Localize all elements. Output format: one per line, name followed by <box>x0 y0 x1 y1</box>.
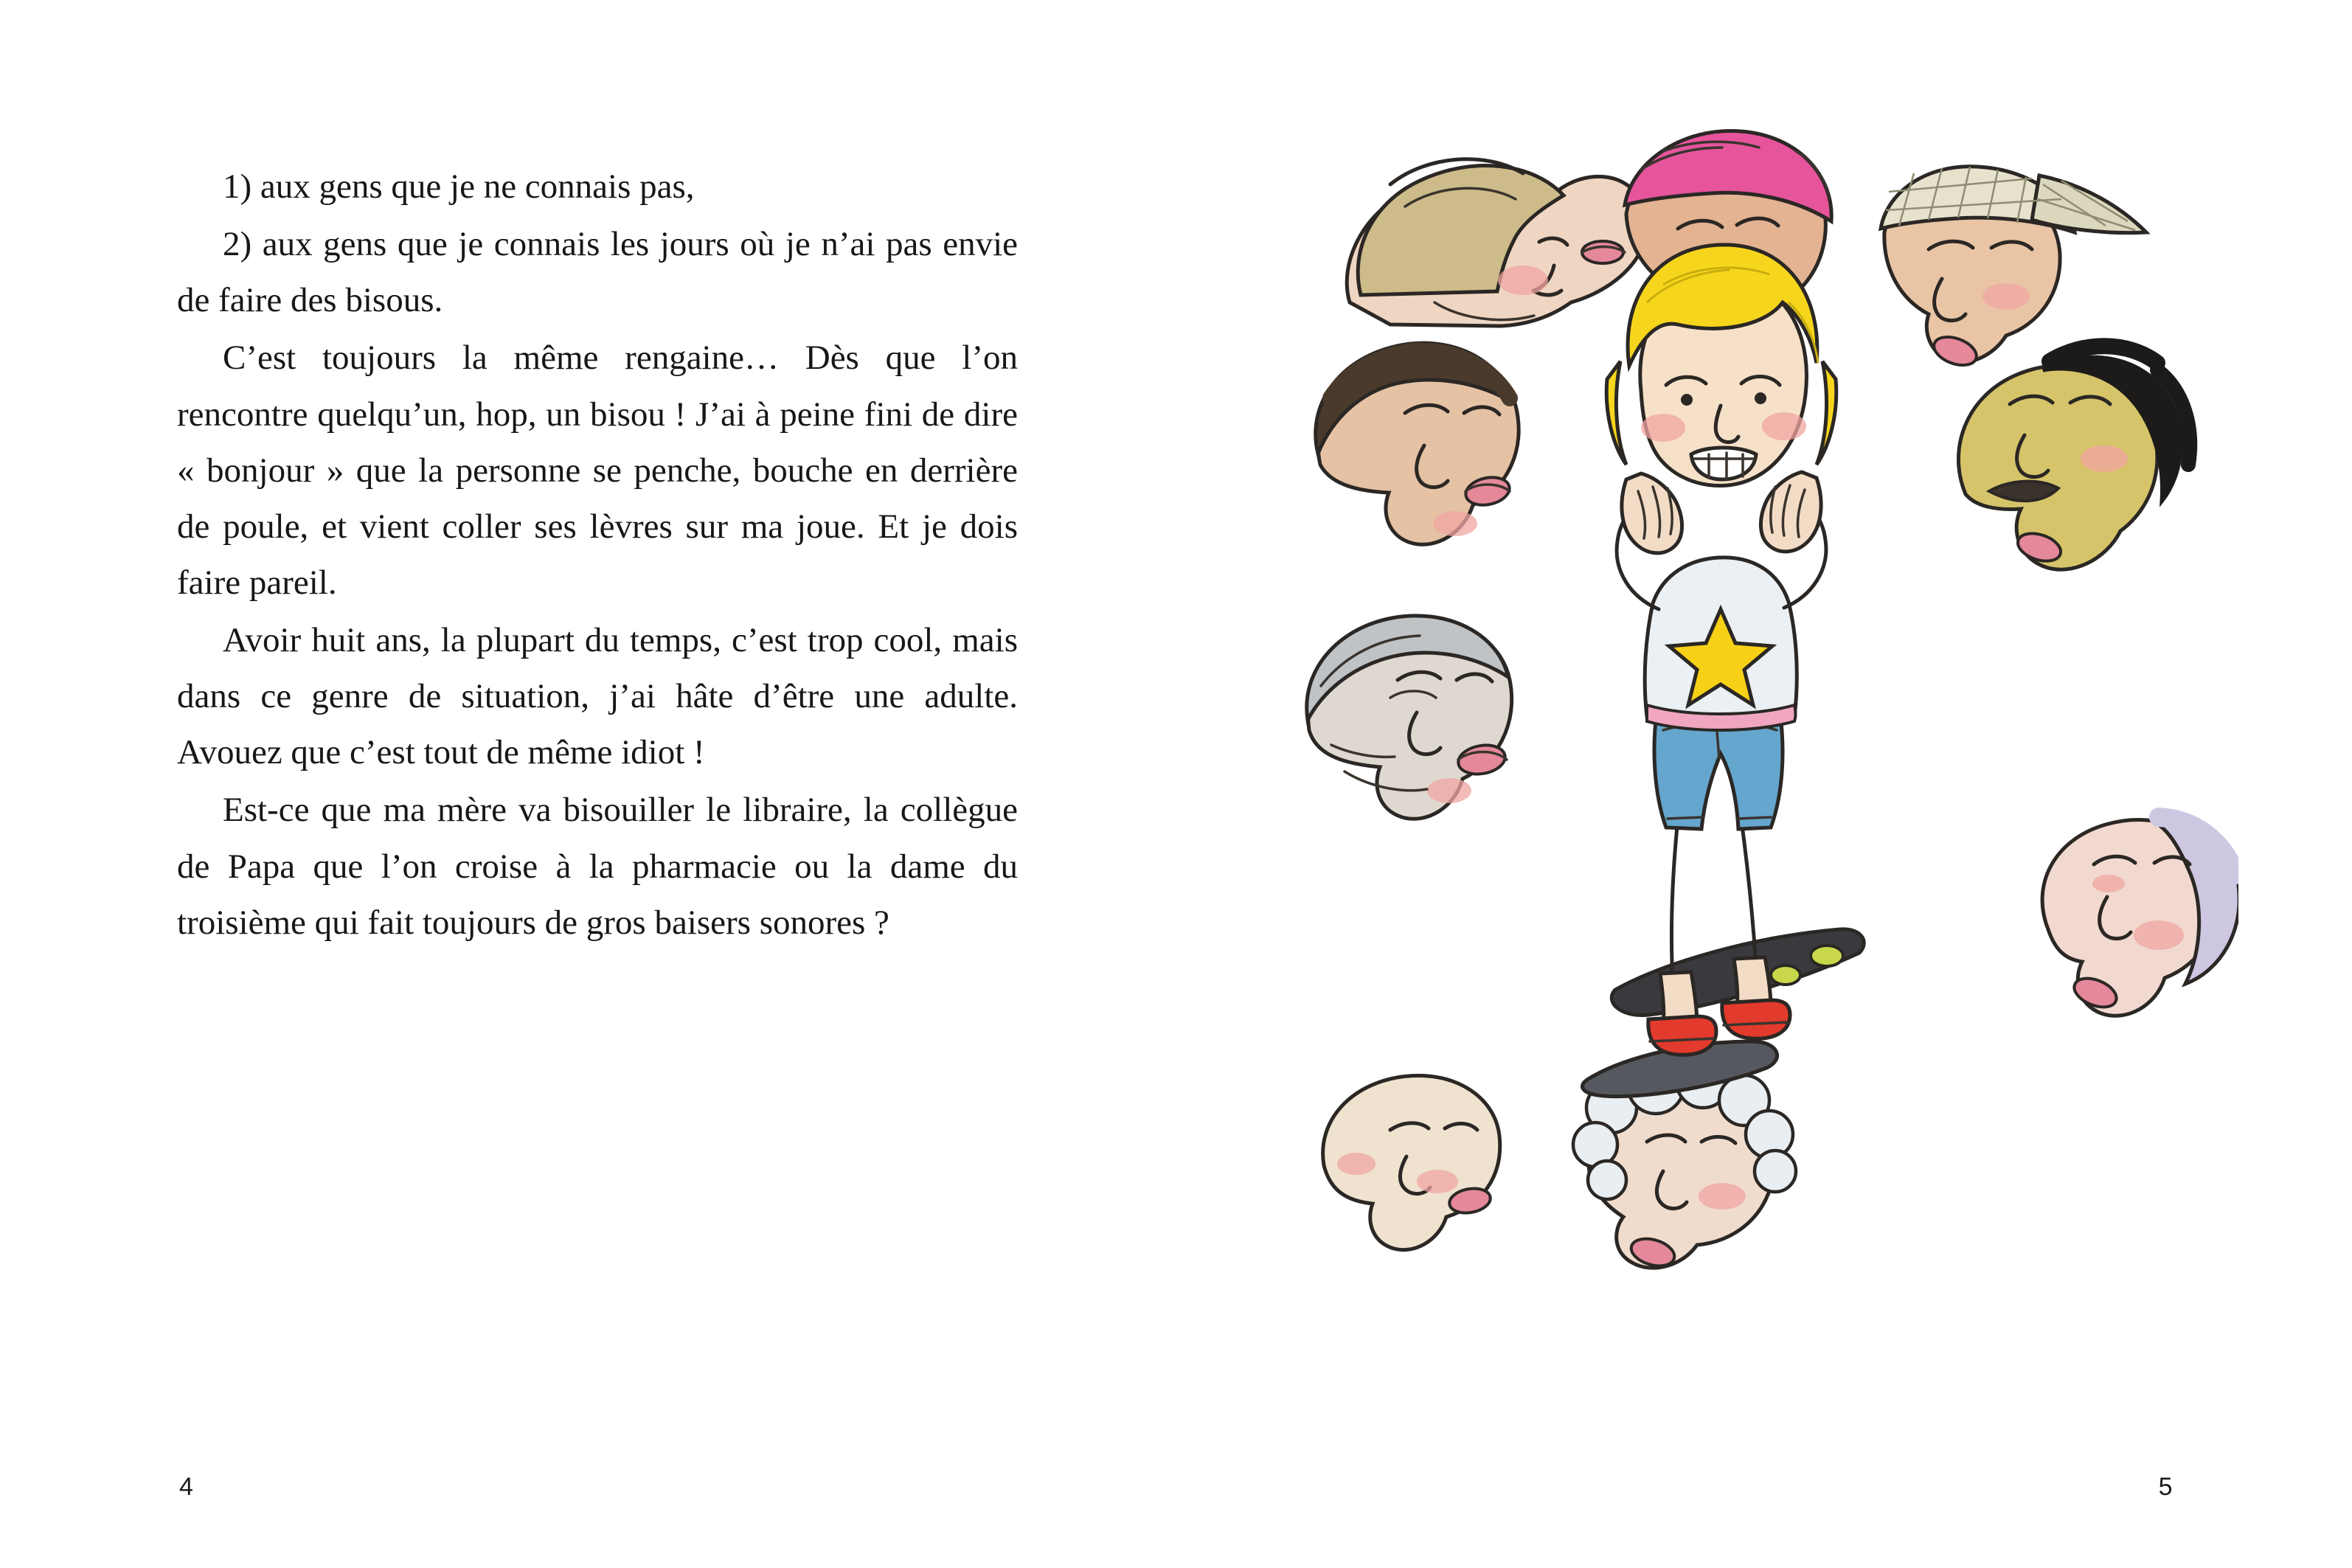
page-right <box>1176 0 2352 1568</box>
paragraph-3: C’est toujours la même rengaine… Dès que l’on rencontre quelqu’un, hop, un bisou ! J’ai à peine fini de dire « bonjour » que la personne se penche, bouche en derrière de poule, et vient coller ses lèvres sur ma joue. Et je dois faire pareil. <box>177 339 1018 602</box>
body-text <box>177 159 1018 951</box>
paragraph-2: 2) aux gens que je connais les jours où je n’ai pas envie de faire des bisous. <box>177 225 1018 320</box>
girl-on-skateboard <box>1582 245 1864 1097</box>
face-lavender-hair <box>2042 817 2238 1016</box>
illustration-kissing-crowd <box>1280 81 2238 1438</box>
paragraph-4: Avoir huit ans, la plupart du temps, c’est trop cool, mais dans ce genre de situation, j’ai hâte d’être une adulte. Avouez que c’est tout de même idiot ! <box>177 621 1018 772</box>
page-number-right: 5 <box>2158 1473 2173 1501</box>
face-blonde-woman <box>1347 159 1647 326</box>
page-number-left: 4 <box>179 1473 194 1501</box>
paragraph-5: Est-ce que ma mère va bisouiller le libraire, la collègue de Papa que l’on croise à la pharmacie ou la dame du troisième qui fait toujours de gros baisers sonores ? <box>177 791 1018 942</box>
face-bottom-left <box>1322 1075 1499 1249</box>
face-elderly-grey <box>1306 616 1511 819</box>
face-curly-moustache <box>1958 346 2190 569</box>
face-dark-curly <box>1315 343 1518 544</box>
paragraph-1: 1) aux gens que je ne connais pas, <box>223 167 695 206</box>
